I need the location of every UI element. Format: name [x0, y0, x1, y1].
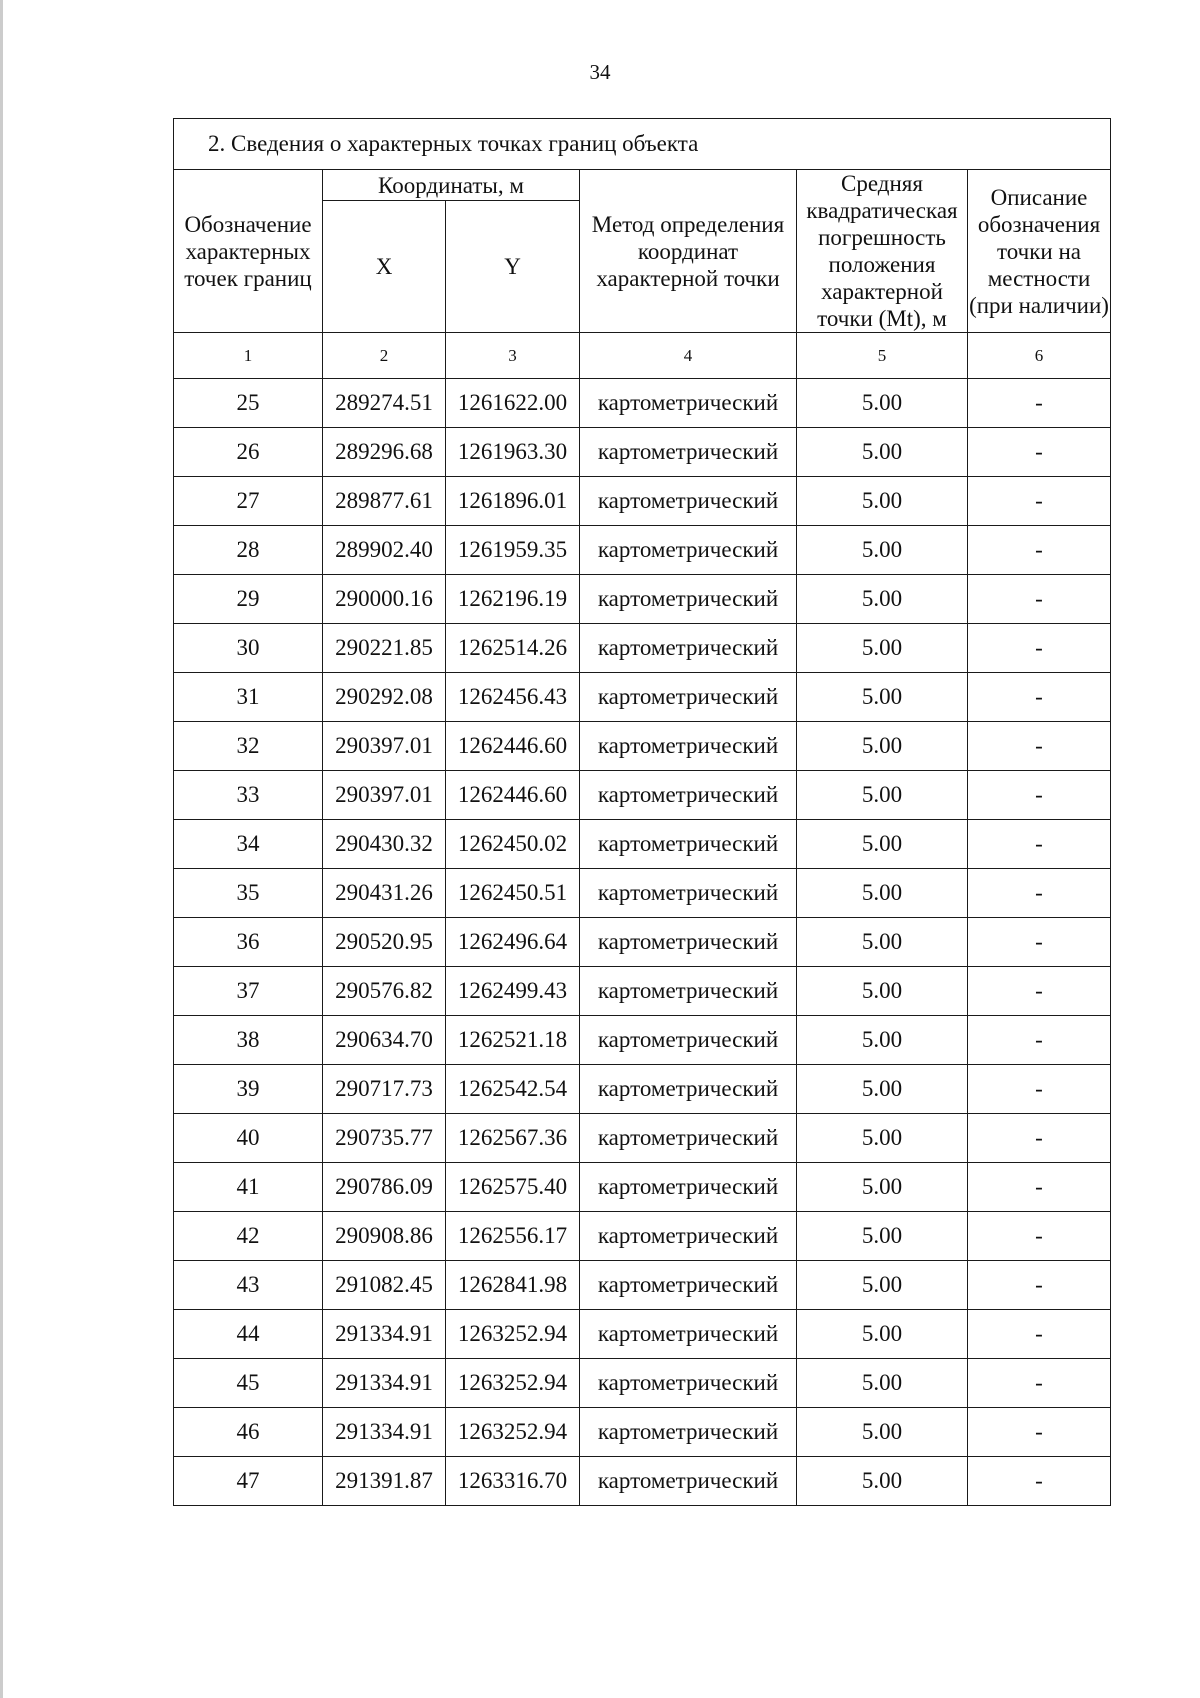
- method-cell: картометрический: [580, 820, 797, 869]
- x-coordinate-cell: 290000.16: [323, 575, 446, 624]
- error-cell: 5.00: [797, 428, 968, 477]
- method-cell: картометрический: [580, 526, 797, 575]
- point-number-cell: 45: [174, 1359, 323, 1408]
- error-cell: 5.00: [797, 722, 968, 771]
- description-cell: -: [968, 379, 1111, 428]
- y-coordinate-cell: 1262450.51: [446, 869, 580, 918]
- table-row: [174, 820, 1111, 869]
- point-number-cell: 40: [174, 1114, 323, 1163]
- x-coordinate-cell: 290786.09: [323, 1163, 446, 1212]
- y-coordinate-cell: 1263252.94: [446, 1408, 580, 1457]
- table-row: [174, 1408, 1111, 1457]
- column-number: 4: [580, 333, 797, 379]
- table-body: [174, 379, 1111, 1506]
- method-cell: картометрический: [580, 967, 797, 1016]
- description-cell: -: [968, 820, 1111, 869]
- table-row: [174, 918, 1111, 967]
- description-cell: -: [968, 1310, 1111, 1359]
- y-coordinate-cell: 1262446.60: [446, 722, 580, 771]
- point-number-cell: 43: [174, 1261, 323, 1310]
- description-cell: -: [968, 1359, 1111, 1408]
- method-cell: картометрический: [580, 1457, 797, 1506]
- x-coordinate-cell: 289902.40: [323, 526, 446, 575]
- error-cell: 5.00: [797, 526, 968, 575]
- error-cell: 5.00: [797, 1016, 968, 1065]
- y-coordinate-cell: 1262499.43: [446, 967, 580, 1016]
- error-cell: 5.00: [797, 820, 968, 869]
- error-cell: 5.00: [797, 379, 968, 428]
- error-cell: 5.00: [797, 1114, 968, 1163]
- y-coordinate-cell: 1262456.43: [446, 673, 580, 722]
- description-cell: -: [968, 1261, 1111, 1310]
- x-coordinate-cell: 290717.73: [323, 1065, 446, 1114]
- x-coordinate-cell: 290520.95: [323, 918, 446, 967]
- x-coordinate-cell: 290634.70: [323, 1016, 446, 1065]
- table-row: [174, 1163, 1111, 1212]
- column-number: 2: [323, 333, 446, 379]
- point-number-cell: 25: [174, 379, 323, 428]
- x-coordinate-cell: 290908.86: [323, 1212, 446, 1261]
- description-cell: -: [968, 1212, 1111, 1261]
- x-coordinate-cell: 291334.91: [323, 1310, 446, 1359]
- point-number-cell: 47: [174, 1457, 323, 1506]
- x-coordinate-cell: 290431.26: [323, 869, 446, 918]
- table-row: [174, 379, 1111, 428]
- x-coordinate-cell: 291391.87: [323, 1457, 446, 1506]
- header-coordinates: Координаты, м: [323, 170, 580, 201]
- method-cell: картометрический: [580, 1016, 797, 1065]
- point-number-cell: 41: [174, 1163, 323, 1212]
- method-cell: картометрический: [580, 1065, 797, 1114]
- point-number-cell: 44: [174, 1310, 323, 1359]
- description-cell: -: [968, 869, 1111, 918]
- header-error: Средняя квадратическая погрешность положения характерной точки (Mt), м: [797, 170, 968, 333]
- y-coordinate-cell: 1261959.35: [446, 526, 580, 575]
- method-cell: картометрический: [580, 1212, 797, 1261]
- description-cell: -: [968, 624, 1111, 673]
- error-cell: 5.00: [797, 918, 968, 967]
- error-cell: 5.00: [797, 1212, 968, 1261]
- method-cell: картометрический: [580, 379, 797, 428]
- table-row: [174, 1359, 1111, 1408]
- description-cell: -: [968, 1163, 1111, 1212]
- method-cell: картометрический: [580, 673, 797, 722]
- section-title: 2. Сведения о характерных точках границ объекта: [174, 119, 1111, 170]
- method-cell: картометрический: [580, 428, 797, 477]
- point-number-cell: 26: [174, 428, 323, 477]
- error-cell: 5.00: [797, 967, 968, 1016]
- header-method: Метод определения координат характерной точки: [580, 170, 797, 333]
- description-cell: -: [968, 673, 1111, 722]
- x-coordinate-cell: 290292.08: [323, 673, 446, 722]
- error-cell: 5.00: [797, 1163, 968, 1212]
- table-row: [174, 575, 1111, 624]
- table-row: [174, 1310, 1111, 1359]
- y-coordinate-cell: 1262196.19: [446, 575, 580, 624]
- description-cell: -: [968, 771, 1111, 820]
- error-cell: 5.00: [797, 1310, 968, 1359]
- description-cell: -: [968, 1016, 1111, 1065]
- x-coordinate-cell: 290735.77: [323, 1114, 446, 1163]
- point-number-cell: 37: [174, 967, 323, 1016]
- point-number-cell: 27: [174, 477, 323, 526]
- description-cell: -: [968, 918, 1111, 967]
- description-cell: -: [968, 722, 1111, 771]
- y-coordinate-cell: 1262575.40: [446, 1163, 580, 1212]
- point-number-cell: 28: [174, 526, 323, 575]
- x-coordinate-cell: 290430.32: [323, 820, 446, 869]
- header-description: Описание обозначения точки на местности (при наличии): [968, 170, 1111, 333]
- description-cell: -: [968, 526, 1111, 575]
- description-cell: -: [968, 967, 1111, 1016]
- point-number-cell: 42: [174, 1212, 323, 1261]
- y-coordinate-cell: 1263252.94: [446, 1359, 580, 1408]
- y-coordinate-cell: 1262446.60: [446, 771, 580, 820]
- method-cell: картометрический: [580, 918, 797, 967]
- error-cell: 5.00: [797, 575, 968, 624]
- point-number-cell: 36: [174, 918, 323, 967]
- point-number-cell: 31: [174, 673, 323, 722]
- error-cell: 5.00: [797, 1457, 968, 1506]
- error-cell: 5.00: [797, 1261, 968, 1310]
- table-row: [174, 869, 1111, 918]
- table-row: [174, 1065, 1111, 1114]
- method-cell: картометрический: [580, 624, 797, 673]
- description-cell: -: [968, 1457, 1111, 1506]
- table-row: [174, 1261, 1111, 1310]
- column-number: 1: [174, 333, 323, 379]
- method-cell: картометрический: [580, 1261, 797, 1310]
- point-number-cell: 39: [174, 1065, 323, 1114]
- table-row: [174, 1212, 1111, 1261]
- description-cell: -: [968, 1065, 1111, 1114]
- x-coordinate-cell: 290576.82: [323, 967, 446, 1016]
- table-row: [174, 624, 1111, 673]
- table-row: [174, 526, 1111, 575]
- x-coordinate-cell: 290397.01: [323, 722, 446, 771]
- table-row: [174, 1457, 1111, 1506]
- y-coordinate-cell: 1261896.01: [446, 477, 580, 526]
- column-numbers-row: [174, 333, 1111, 379]
- x-coordinate-cell: 290397.01: [323, 771, 446, 820]
- table-row: [174, 722, 1111, 771]
- point-number-cell: 32: [174, 722, 323, 771]
- y-coordinate-cell: 1263252.94: [446, 1310, 580, 1359]
- table-row: [174, 673, 1111, 722]
- y-coordinate-cell: 1262514.26: [446, 624, 580, 673]
- y-coordinate-cell: 1262556.17: [446, 1212, 580, 1261]
- y-coordinate-cell: 1261622.00: [446, 379, 580, 428]
- method-cell: картометрический: [580, 477, 797, 526]
- point-number-cell: 38: [174, 1016, 323, 1065]
- description-cell: -: [968, 1114, 1111, 1163]
- x-coordinate-cell: 291334.91: [323, 1408, 446, 1457]
- y-coordinate-cell: 1263316.70: [446, 1457, 580, 1506]
- point-number-cell: 29: [174, 575, 323, 624]
- method-cell: картометрический: [580, 1359, 797, 1408]
- column-number: 6: [968, 333, 1111, 379]
- error-cell: 5.00: [797, 624, 968, 673]
- method-cell: картометрический: [580, 1310, 797, 1359]
- y-coordinate-cell: 1262521.18: [446, 1016, 580, 1065]
- y-coordinate-cell: 1262567.36: [446, 1114, 580, 1163]
- y-coordinate-cell: 1262496.64: [446, 918, 580, 967]
- scan-edge: [0, 0, 3, 1698]
- error-cell: 5.00: [797, 869, 968, 918]
- boundary-points-table: [173, 118, 1111, 1506]
- error-cell: 5.00: [797, 771, 968, 820]
- method-cell: картометрический: [580, 1163, 797, 1212]
- page-number: 34: [589, 60, 611, 84]
- point-number-cell: 35: [174, 869, 323, 918]
- column-number: 5: [797, 333, 968, 379]
- point-number-cell: 46: [174, 1408, 323, 1457]
- x-coordinate-cell: 291082.45: [323, 1261, 446, 1310]
- header-x: X: [323, 201, 446, 333]
- method-cell: картометрический: [580, 722, 797, 771]
- y-coordinate-cell: 1262841.98: [446, 1261, 580, 1310]
- table-row: [174, 477, 1111, 526]
- point-number-cell: 33: [174, 771, 323, 820]
- table-row: [174, 771, 1111, 820]
- error-cell: 5.00: [797, 477, 968, 526]
- description-cell: -: [968, 575, 1111, 624]
- y-coordinate-cell: 1261963.30: [446, 428, 580, 477]
- y-coordinate-cell: 1262542.54: [446, 1065, 580, 1114]
- error-cell: 5.00: [797, 1065, 968, 1114]
- table-row: [174, 967, 1111, 1016]
- header-y: Y: [446, 201, 580, 333]
- table-row: [174, 1016, 1111, 1065]
- table-row: [174, 1114, 1111, 1163]
- error-cell: 5.00: [797, 1408, 968, 1457]
- x-coordinate-cell: 290221.85: [323, 624, 446, 673]
- header-designation: Обозначение характерных точек границ: [174, 170, 323, 333]
- error-cell: 5.00: [797, 673, 968, 722]
- point-number-cell: 34: [174, 820, 323, 869]
- x-coordinate-cell: 289877.61: [323, 477, 446, 526]
- y-coordinate-cell: 1262450.02: [446, 820, 580, 869]
- description-cell: -: [968, 1408, 1111, 1457]
- method-cell: картометрический: [580, 1114, 797, 1163]
- x-coordinate-cell: 289274.51: [323, 379, 446, 428]
- description-cell: -: [968, 428, 1111, 477]
- x-coordinate-cell: 291334.91: [323, 1359, 446, 1408]
- description-cell: -: [968, 477, 1111, 526]
- method-cell: картометрический: [580, 1408, 797, 1457]
- x-coordinate-cell: 289296.68: [323, 428, 446, 477]
- point-number-cell: 30: [174, 624, 323, 673]
- method-cell: картометрический: [580, 869, 797, 918]
- table-row: [174, 428, 1111, 477]
- error-cell: 5.00: [797, 1359, 968, 1408]
- method-cell: картометрический: [580, 575, 797, 624]
- method-cell: картометрический: [580, 771, 797, 820]
- column-number: 3: [446, 333, 580, 379]
